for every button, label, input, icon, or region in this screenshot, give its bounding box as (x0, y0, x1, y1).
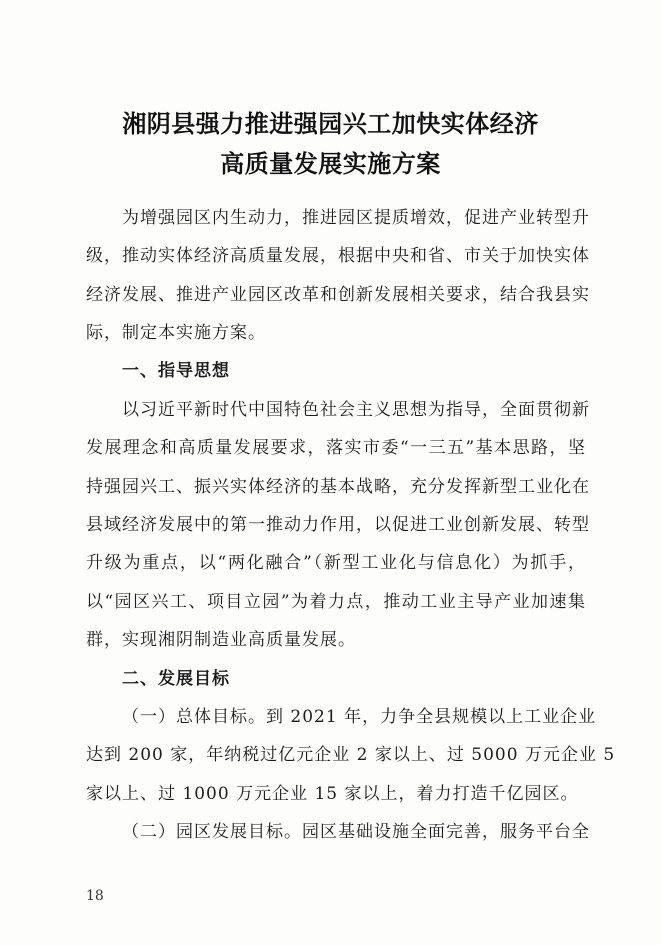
section1-line: 以习近平新时代中国特色社会主义思想为指导，全面贯彻新 (122, 400, 590, 420)
section2-sub1-line: （一）总体目标。到 2021 年，力争全县规模以上工业企业 (122, 707, 597, 727)
section-heading-development-goals: 二、发展目标 (122, 669, 230, 689)
section1-line: 群，实现湘阴制造业高质量发展。 (86, 630, 356, 650)
section2-sub1-line: 家以上、过 1000 万元企业 15 家以上，着力打造千亿园区。 (86, 784, 579, 804)
section1-line: 以“园区兴工、项目立园”为着力点，推动工业主导产业加速集 (86, 592, 586, 612)
section1-line: 升级为重点，以“两化融合”（新型工业化与信息化）为抓手， (86, 553, 586, 573)
document-title-line-2: 高质量发展实施方案 (220, 150, 441, 178)
page-number: 18 (86, 888, 104, 904)
intro-line: 为增强园区内生动力，推进园区提质增效，促进产业转型升 (122, 208, 590, 228)
intro-line: 际，制定本实施方案。 (86, 323, 266, 343)
section-heading-guiding-ideology: 一、指导思想 (122, 361, 230, 381)
intro-line: 经济发展、推进产业园区改革和创新发展相关要求，结合我县实 (86, 285, 590, 305)
intro-line: 级，推动实体经济高质量发展，根据中央和省、市关于加快实体 (86, 246, 590, 266)
document-title-line-1: 湘阴县强力推进强园兴工加快实体经济 (122, 110, 539, 138)
section1-line: 发展理念和高质量发展要求，落实市委“一三五”基本思路，坚 (86, 438, 586, 458)
section2-sub1-line: 达到 200 家，年纳税过亿元企业 2 家以上、过 5000 万元企业 5 (86, 745, 616, 765)
section1-line: 县域经济发展中的第一推动力作用，以促进工业创新发展、转型 (86, 515, 590, 535)
section2-sub2-line: （二）园区发展目标。园区基础设施全面完善，服务平台全 (122, 822, 590, 842)
section1-line: 持强园兴工、振兴实体经济的基本战略，充分发挥新型工业化在 (86, 477, 590, 497)
